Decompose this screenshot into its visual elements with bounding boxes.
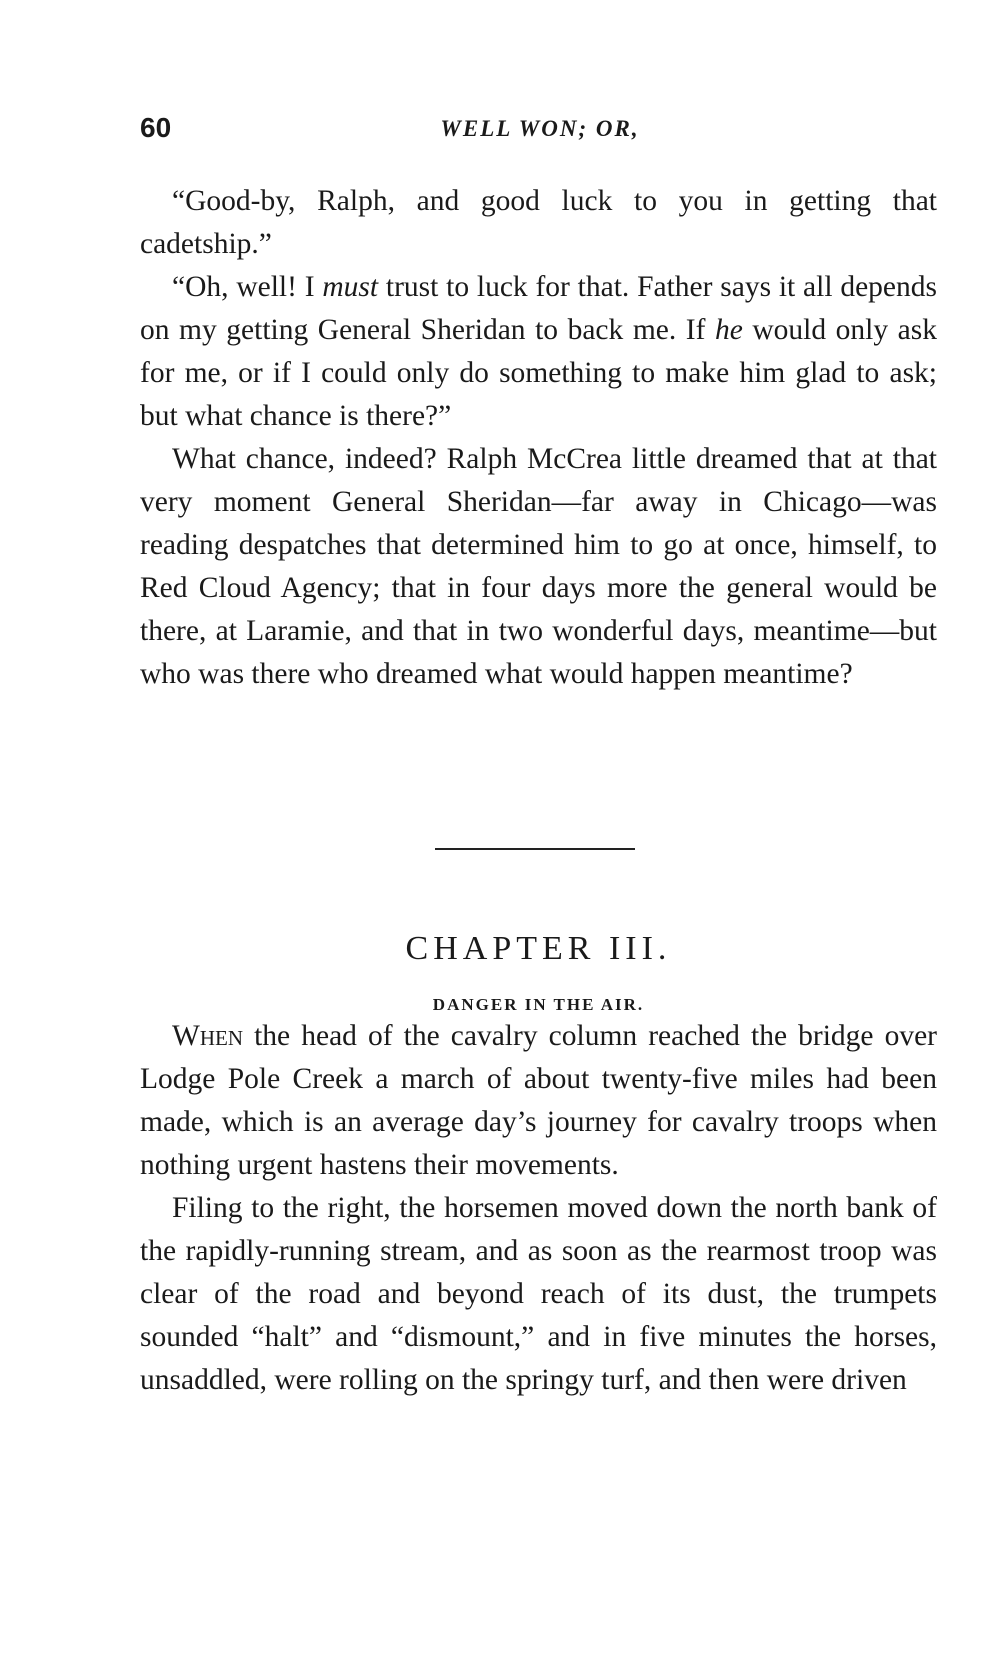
emphasis-he: he: [714, 314, 743, 346]
paragraph-when: [140, 1015, 937, 1187]
running-head: WELL WON; OR,: [440, 116, 640, 141]
paragraph-text: would only ask for me, or if I could only do something to make him glad to ask; but what chance is there?”: [140, 314, 937, 432]
paragraph-text: “Oh, well! I: [172, 271, 323, 303]
paragraph-what-chance: What chance, indeed? Ralph McCrea little dreamed that at that very moment General Sheridan—far away in Chicago—was reading despatches that determined him to go at once, himself, to Red Cloud Agency; that in four days more the general would be there, at Laramie, and that in two wonderful days, meantime—but who was there who dreamed what would happen meantime?: [140, 443, 937, 690]
page-header: [140, 112, 940, 152]
paragraph-oh-well: [140, 266, 937, 438]
paragraph-filing: Filing to the right, the horsemen moved down the north bank of the rapidly-running stream, and as soon as the rearmost troop was clear of the road and beyond reach of its dust, the trumpets sounded “halt” and “dismount,” and in five minutes the horses, unsaddled, were rolling on the springy turf, and then were driven: [140, 1192, 937, 1396]
emphasis-must: must: [322, 271, 379, 303]
page-number: 60: [140, 112, 172, 143]
paragraph-goodby: “Good-by, Ralph, and good luck to you in getting that cadetship.”: [140, 185, 937, 260]
body-text-lower: [140, 1015, 937, 1402]
lead-word: When: [172, 1020, 244, 1052]
paragraph-text: trust to luck for that. Father says it all depends on my getting General Sheridan to back me. If: [140, 271, 937, 346]
body-text-upper: [140, 180, 937, 696]
section-divider: [435, 848, 635, 850]
chapter-title: CHAPTER III.: [405, 930, 672, 967]
chapter-subtitle: DANGER IN THE AIR.: [432, 995, 645, 1014]
paragraph-text: the head of the cavalry column reached the bridge over Lodge Pole Creek a march of about twenty-five miles had been made, which is an average day’s journey for cavalry troops when nothing urgent hastens their movements.: [140, 1020, 937, 1181]
